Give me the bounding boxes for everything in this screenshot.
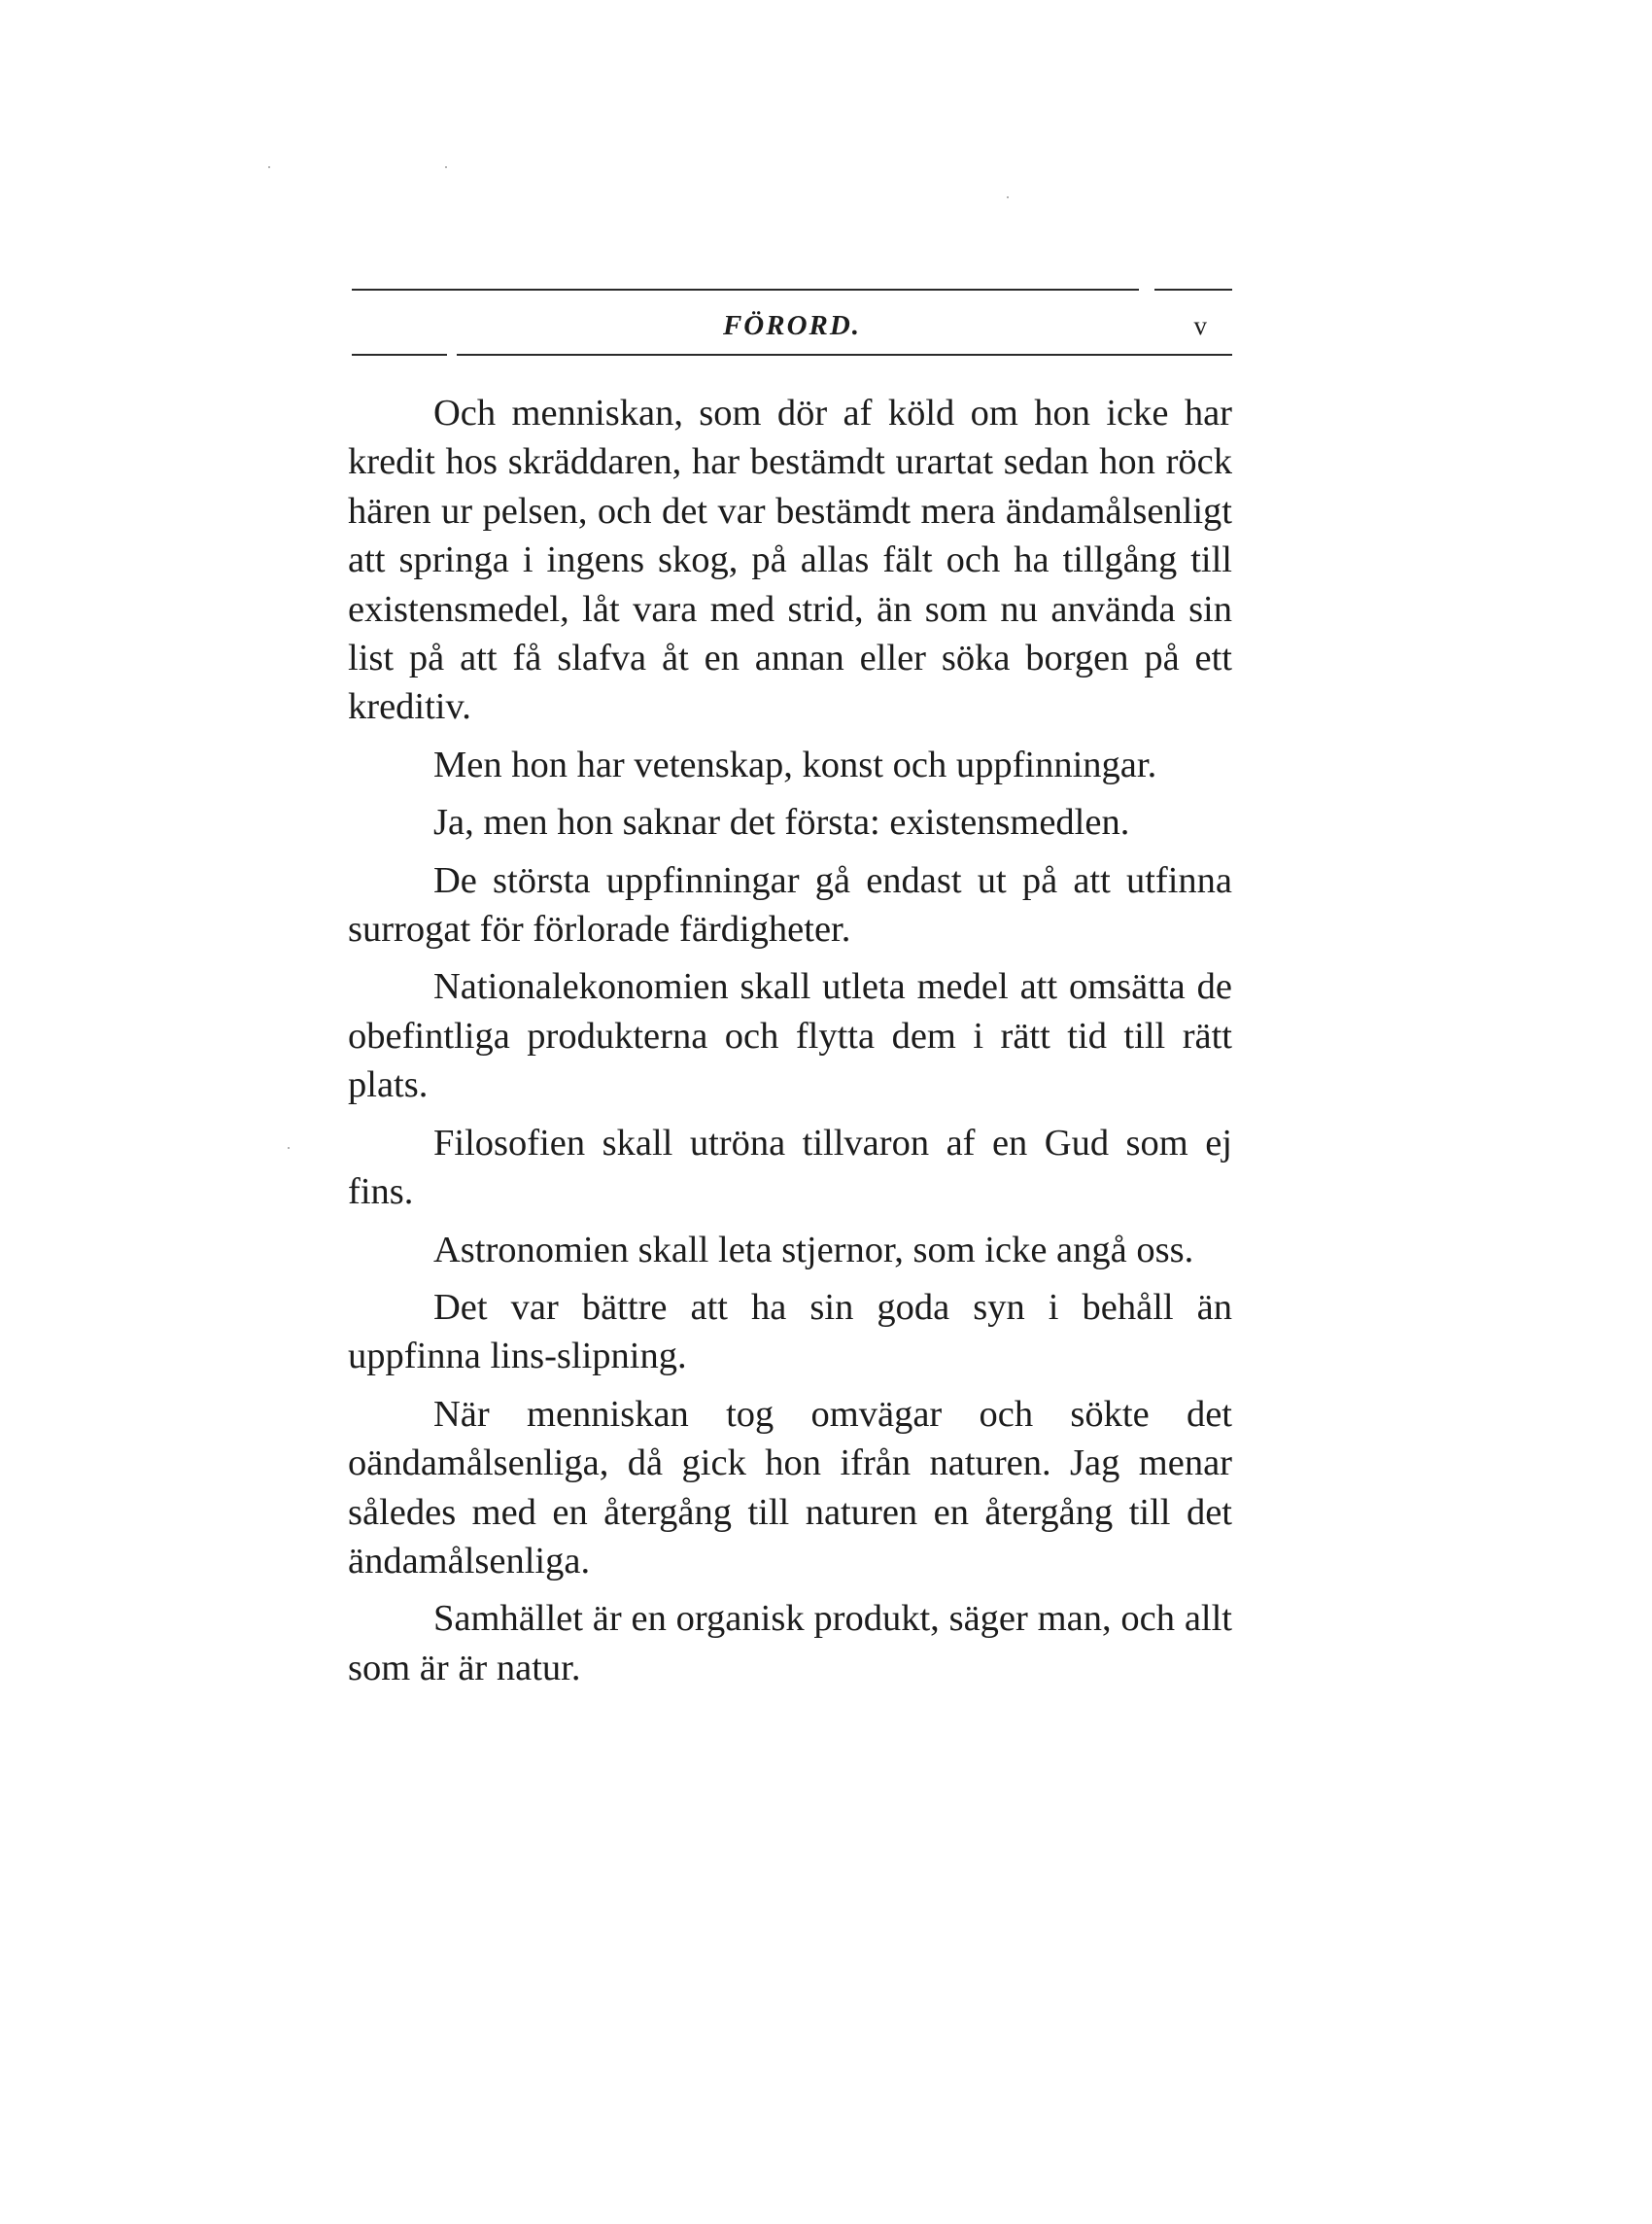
paper-speck [1007, 196, 1009, 198]
paper-speck [288, 1147, 290, 1149]
paragraph: De största uppfinningar gå endast ut på att utfinna surrogat för förlorade färdigheter. [348, 859, 1232, 951]
paragraph: Ja, men hon saknar det första: existensmedlen. [433, 802, 1130, 844]
paragraph: Astronomien skall leta stjernor, som icke angå oss. [433, 1229, 1194, 1270]
page-number: v [1193, 311, 1207, 340]
header-rule-top [352, 289, 1139, 291]
paragraph: Och menniskan, som dör af köld om hon icke har kredit hos skräddaren, har bestämdt urartat sedan hon röck hären ur pelsen, och det var bestämdt mera ändamålsenligt att springa i ingens skog, på allas fält och ha tillgång till existensmedel, låt vara med strid, än som nu använda sin list på att få slafva åt en annan eller söka borgen på ett kreditiv. [348, 393, 1232, 728]
paragraph: Filosofien skall utröna tillvaron af en Gud som ej fins. [348, 1122, 1232, 1213]
header-rule-bottom [457, 354, 1232, 356]
running-title: FÖRORD. [722, 310, 862, 341]
header-rule-bottom-segment [352, 354, 447, 356]
paper-speck [268, 166, 270, 168]
paragraph: Samhället är en organisk produkt, säger man, och allt som är är natur. [348, 1598, 1232, 1688]
running-header [352, 289, 1232, 357]
paragraph: Men hon har vetenskap, konst och uppfinningar. [433, 744, 1157, 785]
header-rule-top-segment [1154, 289, 1232, 291]
paragraph: Nationalekonomien skall utleta medel att omsätta de obefintliga produkterna och flytta dem i rätt tid till rätt plats. [348, 966, 1232, 1106]
paragraph: Det var bättre att ha sin goda syn i behåll än uppfinna lins-slipning. [348, 1286, 1232, 1377]
paragraph: När menniskan tog omvägar och sökte det oändamålsenliga, då gick hon ifrån naturen. Jag menar således med en återgång till naturen en återgång till det ändamålsenliga. [348, 1393, 1232, 1581]
page-body [348, 389, 1232, 1701]
paper-speck [445, 166, 447, 168]
